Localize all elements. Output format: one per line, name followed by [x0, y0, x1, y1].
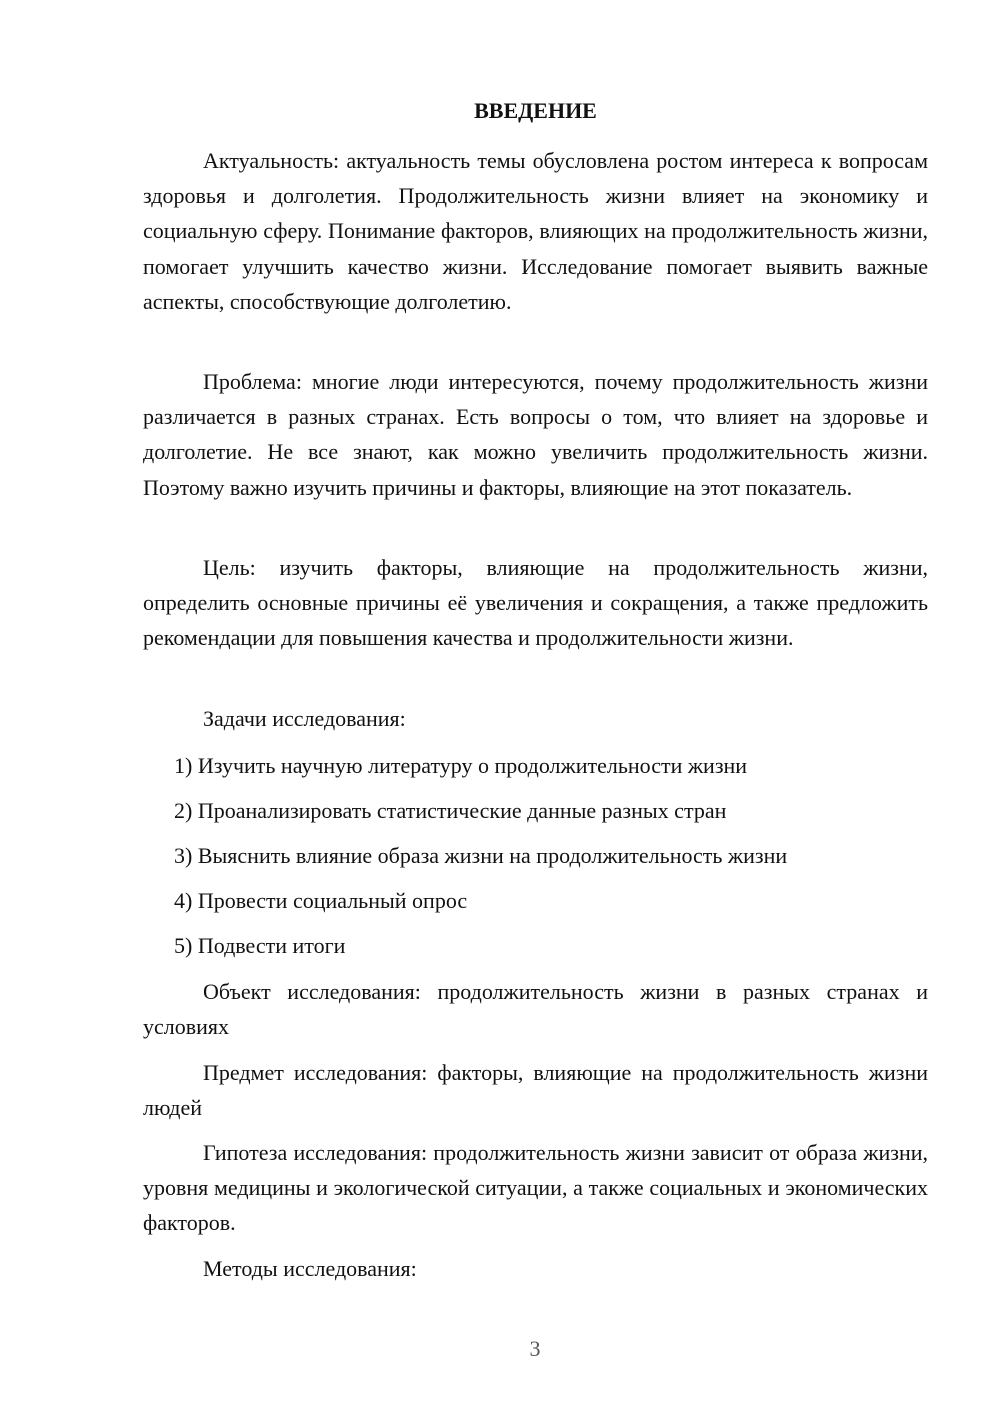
- paragraph-relevance: Актуальность: актуальность темы обусловлена ростом интереса к вопросам здоровья и долголетия. Продолжительность жизни влияет на экономику и социальную сферу. Понимание факторов, влияющих на продолжительность жизни, помогает улучшить качество жизни. Исследование помогает выявить важные аспекты, способствующие долголетию.: [143, 148, 928, 314]
- page-number: 3: [529, 1336, 541, 1361]
- task-item-5: 5) Подвести итоги: [174, 933, 346, 958]
- task-item-2: 2) Проанализировать статистические данные разных стран: [174, 798, 727, 823]
- tasks-heading: Задачи исследования:: [203, 706, 406, 731]
- page-title: ВВЕДЕНИЕ: [474, 98, 597, 123]
- paragraph-subject: Предмет исследования: факторы, влияющие на продолжительность жизни людей: [143, 1060, 928, 1121]
- task-item-1: 1) Изучить научную литературу о продолжительности жизни: [174, 753, 748, 778]
- paragraph-goal: Цель: изучить факторы, влияющие на продолжительность жизни, определить основные причины её увеличения и сокращения, а также предложить рекомендации для повышения качества и продолжительности жизни.: [143, 555, 928, 651]
- task-item-3: 3) Выяснить влияние образа жизни на продолжительность жизни: [174, 843, 788, 868]
- paragraph-hypothesis: Гипотеза исследования: продолжительность жизни зависит от образа жизни, уровня медицины и экологической ситуации, а также социальных и экономических факторов.: [143, 1140, 928, 1236]
- methods-heading: Методы исследования:: [203, 1256, 417, 1281]
- paragraph-problem: Проблема: многие люди интересуются, почему продолжительность жизни различается в разных странах. Есть вопросы о том, что влияет на здоровье и долголетие. Не все знают, как можно увеличить продолжительность жизни. Поэтому важно изучить причины и факторы, влияющие на этот показатель.: [143, 369, 928, 500]
- task-item-4: 4) Провести социальный опрос: [174, 888, 468, 913]
- paragraph-object: Объект исследования: продолжительность жизни в разных странах и условиях: [143, 979, 928, 1040]
